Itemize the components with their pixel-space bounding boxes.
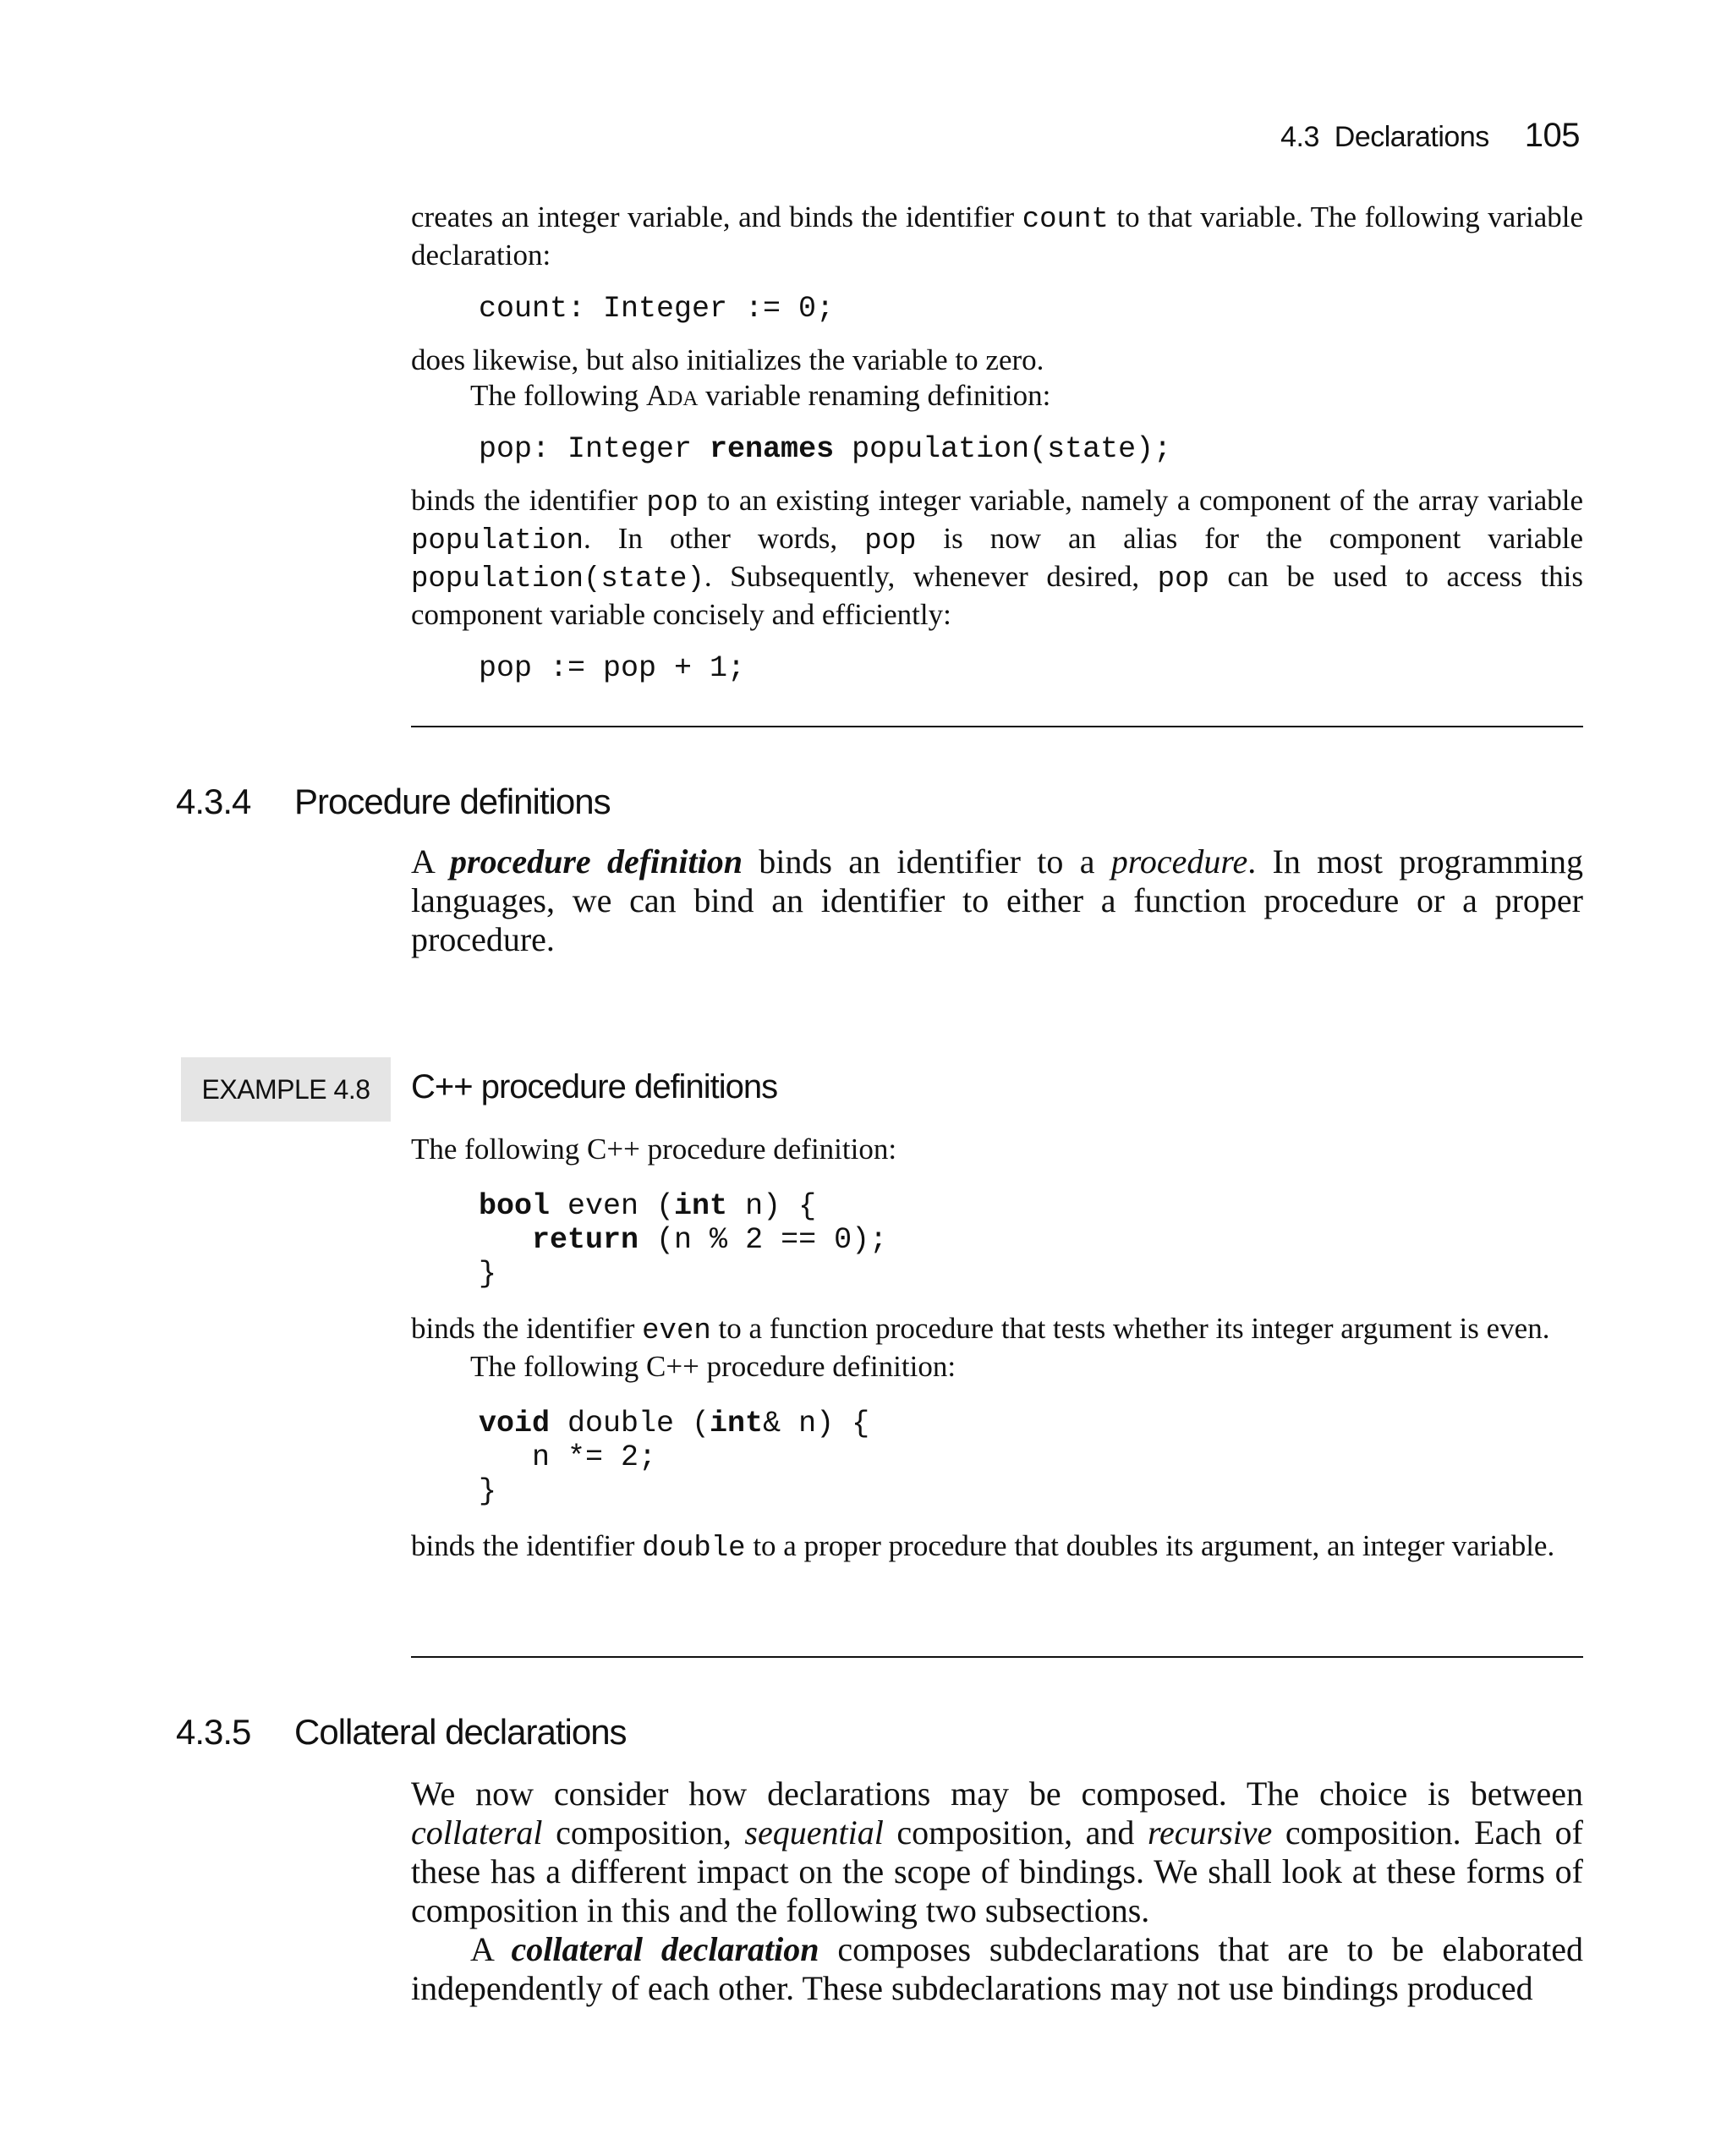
inline-code: pop xyxy=(646,487,699,519)
defined-term: collateral declaration xyxy=(511,1930,819,1968)
divider-rule xyxy=(411,726,1583,727)
page-number: 105 xyxy=(1524,117,1580,154)
section-body xyxy=(411,842,1583,959)
code-block: count: Integer := 0; xyxy=(479,292,835,326)
code-block: bool even (int n) { return (n % 2 == 0); } xyxy=(479,1189,888,1291)
code-block: pop := pop + 1; xyxy=(479,651,746,685)
paragraph: binds the identifier pop to an existing integer variable, namely a component of the array variable population. In other words, pop is now an alias for the component variable population(state). Subsequently, whenever desired, pop can be used to access this component variable concisely and efficiently: xyxy=(411,484,1584,631)
paragraph: binds the identifier double to a proper procedure that doubles its argument, an integer variable. xyxy=(411,1529,1555,1565)
inline-code: population xyxy=(411,525,584,557)
example-title: C++ procedure definitions xyxy=(411,1068,778,1105)
paragraph: A procedure definition binds an identifier to a procedure. In most programming languages, we can bind an identifier to either a function procedure or a proper procedure. xyxy=(411,842,1583,958)
defined-term: procedure definition xyxy=(450,842,743,881)
inline-code: double xyxy=(642,1533,746,1565)
section-title: Procedure definitions xyxy=(294,782,611,821)
inline-code: even xyxy=(642,1315,711,1347)
divider-rule xyxy=(411,1656,1583,1658)
language-name: Ada xyxy=(646,379,699,412)
inline-code: count xyxy=(1022,204,1109,236)
paragraph: creates an integer variable, and binds the identifier count to that variable. The following variable declaration: xyxy=(411,200,1583,272)
paragraph: We now consider how declarations may be composed. The choice is between collateral composition, sequential composition, and recursive composition. Each of these has a different impact on the scope of bindings. We shall look at these forms of composition in this and the following two subsections. xyxy=(411,1775,1583,1929)
example-body xyxy=(411,1132,1583,1566)
inline-code: population(state) xyxy=(411,563,704,595)
section-number: 4.3.4 xyxy=(176,782,251,821)
section-body xyxy=(411,1775,1583,2008)
section-heading xyxy=(176,782,611,822)
section-number: 4.3.5 xyxy=(176,1712,251,1752)
paragraph: The following C++ procedure definition: xyxy=(470,1350,956,1383)
code-block: pop: Integer renames population(state); xyxy=(479,432,1172,466)
paragraph: A collateral declaration composes subdeclarations that are to be elaborated independently of each other. These subdeclarations may not use bindings produced xyxy=(411,1930,1583,2007)
code-block: void double (int& n) { n *= 2; } xyxy=(479,1407,870,1508)
paragraph: does likewise, but also initializes the variable to zero. xyxy=(411,343,1044,376)
inline-code: pop xyxy=(1157,563,1209,595)
running-head-section: 4.3 Declarations xyxy=(1280,121,1489,153)
keyword: renames xyxy=(710,432,835,466)
intro-block xyxy=(411,200,1583,685)
paragraph: The following C++ procedure definition: xyxy=(411,1133,897,1166)
example-label: EXAMPLE 4.8 xyxy=(181,1057,391,1122)
section-title: Collateral declarations xyxy=(294,1712,627,1752)
running-head xyxy=(1280,117,1580,155)
section-heading xyxy=(176,1712,627,1753)
inline-code: pop xyxy=(864,525,917,557)
paragraph: binds the identifier even to a function procedure that tests whether its integer argument is even. xyxy=(411,1312,1550,1347)
paragraph: The following Ada variable renaming definition: xyxy=(470,379,1051,412)
